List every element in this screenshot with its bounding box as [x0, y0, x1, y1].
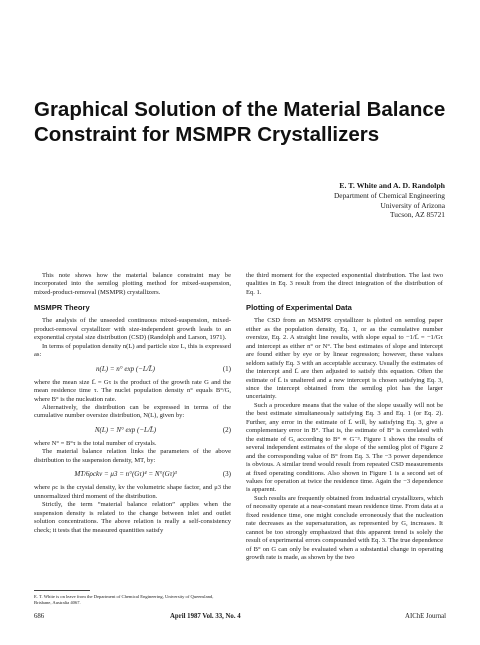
page-number: 686 [34, 613, 45, 620]
equation-2 [34, 426, 231, 435]
left-column [34, 272, 231, 535]
intro-paragraph: This note shows how the material balance constraint may be incorporated into the semilog plotting method for mixed-suspension, mixed-product-removal (MSMPR) crystallizers. [34, 272, 231, 296]
journal-name: AIChE Journal [405, 613, 446, 620]
paragraph: Strictly, the term “material balance relation” applies when the suspension density is related to the change between inlet and outlet solution concentrations. The above relation is really a self-consistency check; it tests that the measured quantities satisfy [34, 501, 231, 534]
equation-expression: MT/6ρckv = μ3 = n°(Gτ)⁴ = N°(Gτ)³ [74, 470, 177, 479]
issue-info: April 1987 Vol. 33, No. 4 [170, 613, 241, 620]
paragraph: the third moment for the expected exponential distribution. The last two qualities in Eq. 3 result from the direct integration of the distribution of Eq. 1. [246, 272, 443, 296]
equation-expression: N(L) = N° exp (−L/L̄) [94, 425, 157, 434]
paragraph: Such results are frequently obtained from industrial crystallizers, which of necessity operate at a near-constant mean residence time. From data at a fixed residence time, one might conclude erroneously that the nucleation rate decreases as the supersaturation, as represented by G, increases. It cannot be too strongly emphasized that this apparent trend is solely the result of experimental errors compounded with Eq. 3. The true dependence of B° on G can only be evaluated when a substantial change in operating growth rate is made, as shown by the two [246, 494, 443, 562]
paragraph: where the mean size L̄ = Gτ is the product of the growth rate G and the mean residence time τ. The nuclei population density n° equals B°/G, where B° is the nucleation rate. [34, 378, 231, 403]
paragraph: Such a procedure means that the value of the slope usually will not be the best estimate simultaneously satisfying Eq. 3 and Eq. 1 (or Eq. 2). Further, any error in the estimate of L̄ will, by satisfying Eq. 3, give a complementary error in B°. That is, the estimate of B° is correlated with the estimate of G, according to B° ∝ G⁻³. Figure 1 shows the results of several independent estimates of the slope of the semilog plot of Figure 2 and the corresponding value of B° from Eq. 3. The −3 power dependence is obvious. A similar trend would result from repeated CSD measurements at fixed operating conditions. Also shown in Figure 1 is a second set of values for operation at twice the residence time. Again the −3 dependence is apparent. [246, 401, 443, 494]
paragraph: where ρc is the crystal density, kv the volumetric shape factor, and μ3 the unnormalized third moment of the distribution. [34, 484, 231, 500]
equation-number: (2) [222, 425, 231, 434]
footnote-divider [34, 590, 90, 591]
equation-1 [34, 365, 231, 374]
right-column [246, 272, 443, 563]
article-title: Graphical Solution of the Material Balance Constraint for MSMPR Crystallizers [34, 98, 446, 146]
author-names: E. T. White and A. D. Randolph [339, 181, 445, 190]
paragraph: The analysis of the unseeded continuous mixed-suspension, mixed-product-removal crystallizer with size-independent growth leads to an exponential crystal size distribution (CSD) (Randolph and Larson, 1971). [34, 317, 231, 342]
affiliation-university: University of Arizona [380, 200, 445, 210]
paragraph: In terms of population density n(L) and particle size L, this is expressed as: [34, 342, 231, 359]
author-block [205, 181, 445, 220]
affiliation-department: Department of Chemical Engineering [333, 190, 445, 200]
author-footnote: E. T. White is on leave from the Department of Chemical Engineering, University of Queensland, Brisbane, Australia 4067. [34, 594, 214, 605]
section-heading-msmpr-theory: MSMPR Theory [34, 303, 90, 313]
paragraph: Alternatively, the distribution can be expressed in terms of the cumulative number oversize distribution, N(L), given by: [34, 403, 231, 420]
equation-3 [34, 470, 231, 479]
equation-expression: n(L) = n° exp (−L/L̄) [96, 364, 155, 373]
section-heading-plotting: Plotting of Experimental Data [246, 303, 352, 313]
paragraph: The material balance relation links the parameters of the above distribution to the suspension density, MT, by: [34, 448, 231, 464]
equation-number: (3) [222, 470, 231, 479]
affiliation-address: Tucson, AZ 85721 [390, 210, 445, 220]
equation-number: (1) [222, 364, 231, 373]
paragraph: The CSD from an MSMPR crystallizer is plotted on semilog paper either as the population density, Eq. 1, or as the cumulative number oversize, Eq. 2. A straight line results, with slope equal to −1/L̄ = −1/Gτ and intercept as either n° or N°. The best estimates of slope and intercept are found either by eye or by linear regression; however, these values seldom satisfy Eq. 3 with an acceptable accuracy. Usually the estimates of the intercept and L̄ are then adjusted to satisfy this equation. Often the estimate of L̄ is unaltered and a new intercept is chosen satisfying Eq. 3, since the intercept obtained from the semilog plot has the larger uncertainty. [246, 317, 443, 401]
paragraph: where N° = B°τ is the total number of crystals. [34, 439, 157, 447]
